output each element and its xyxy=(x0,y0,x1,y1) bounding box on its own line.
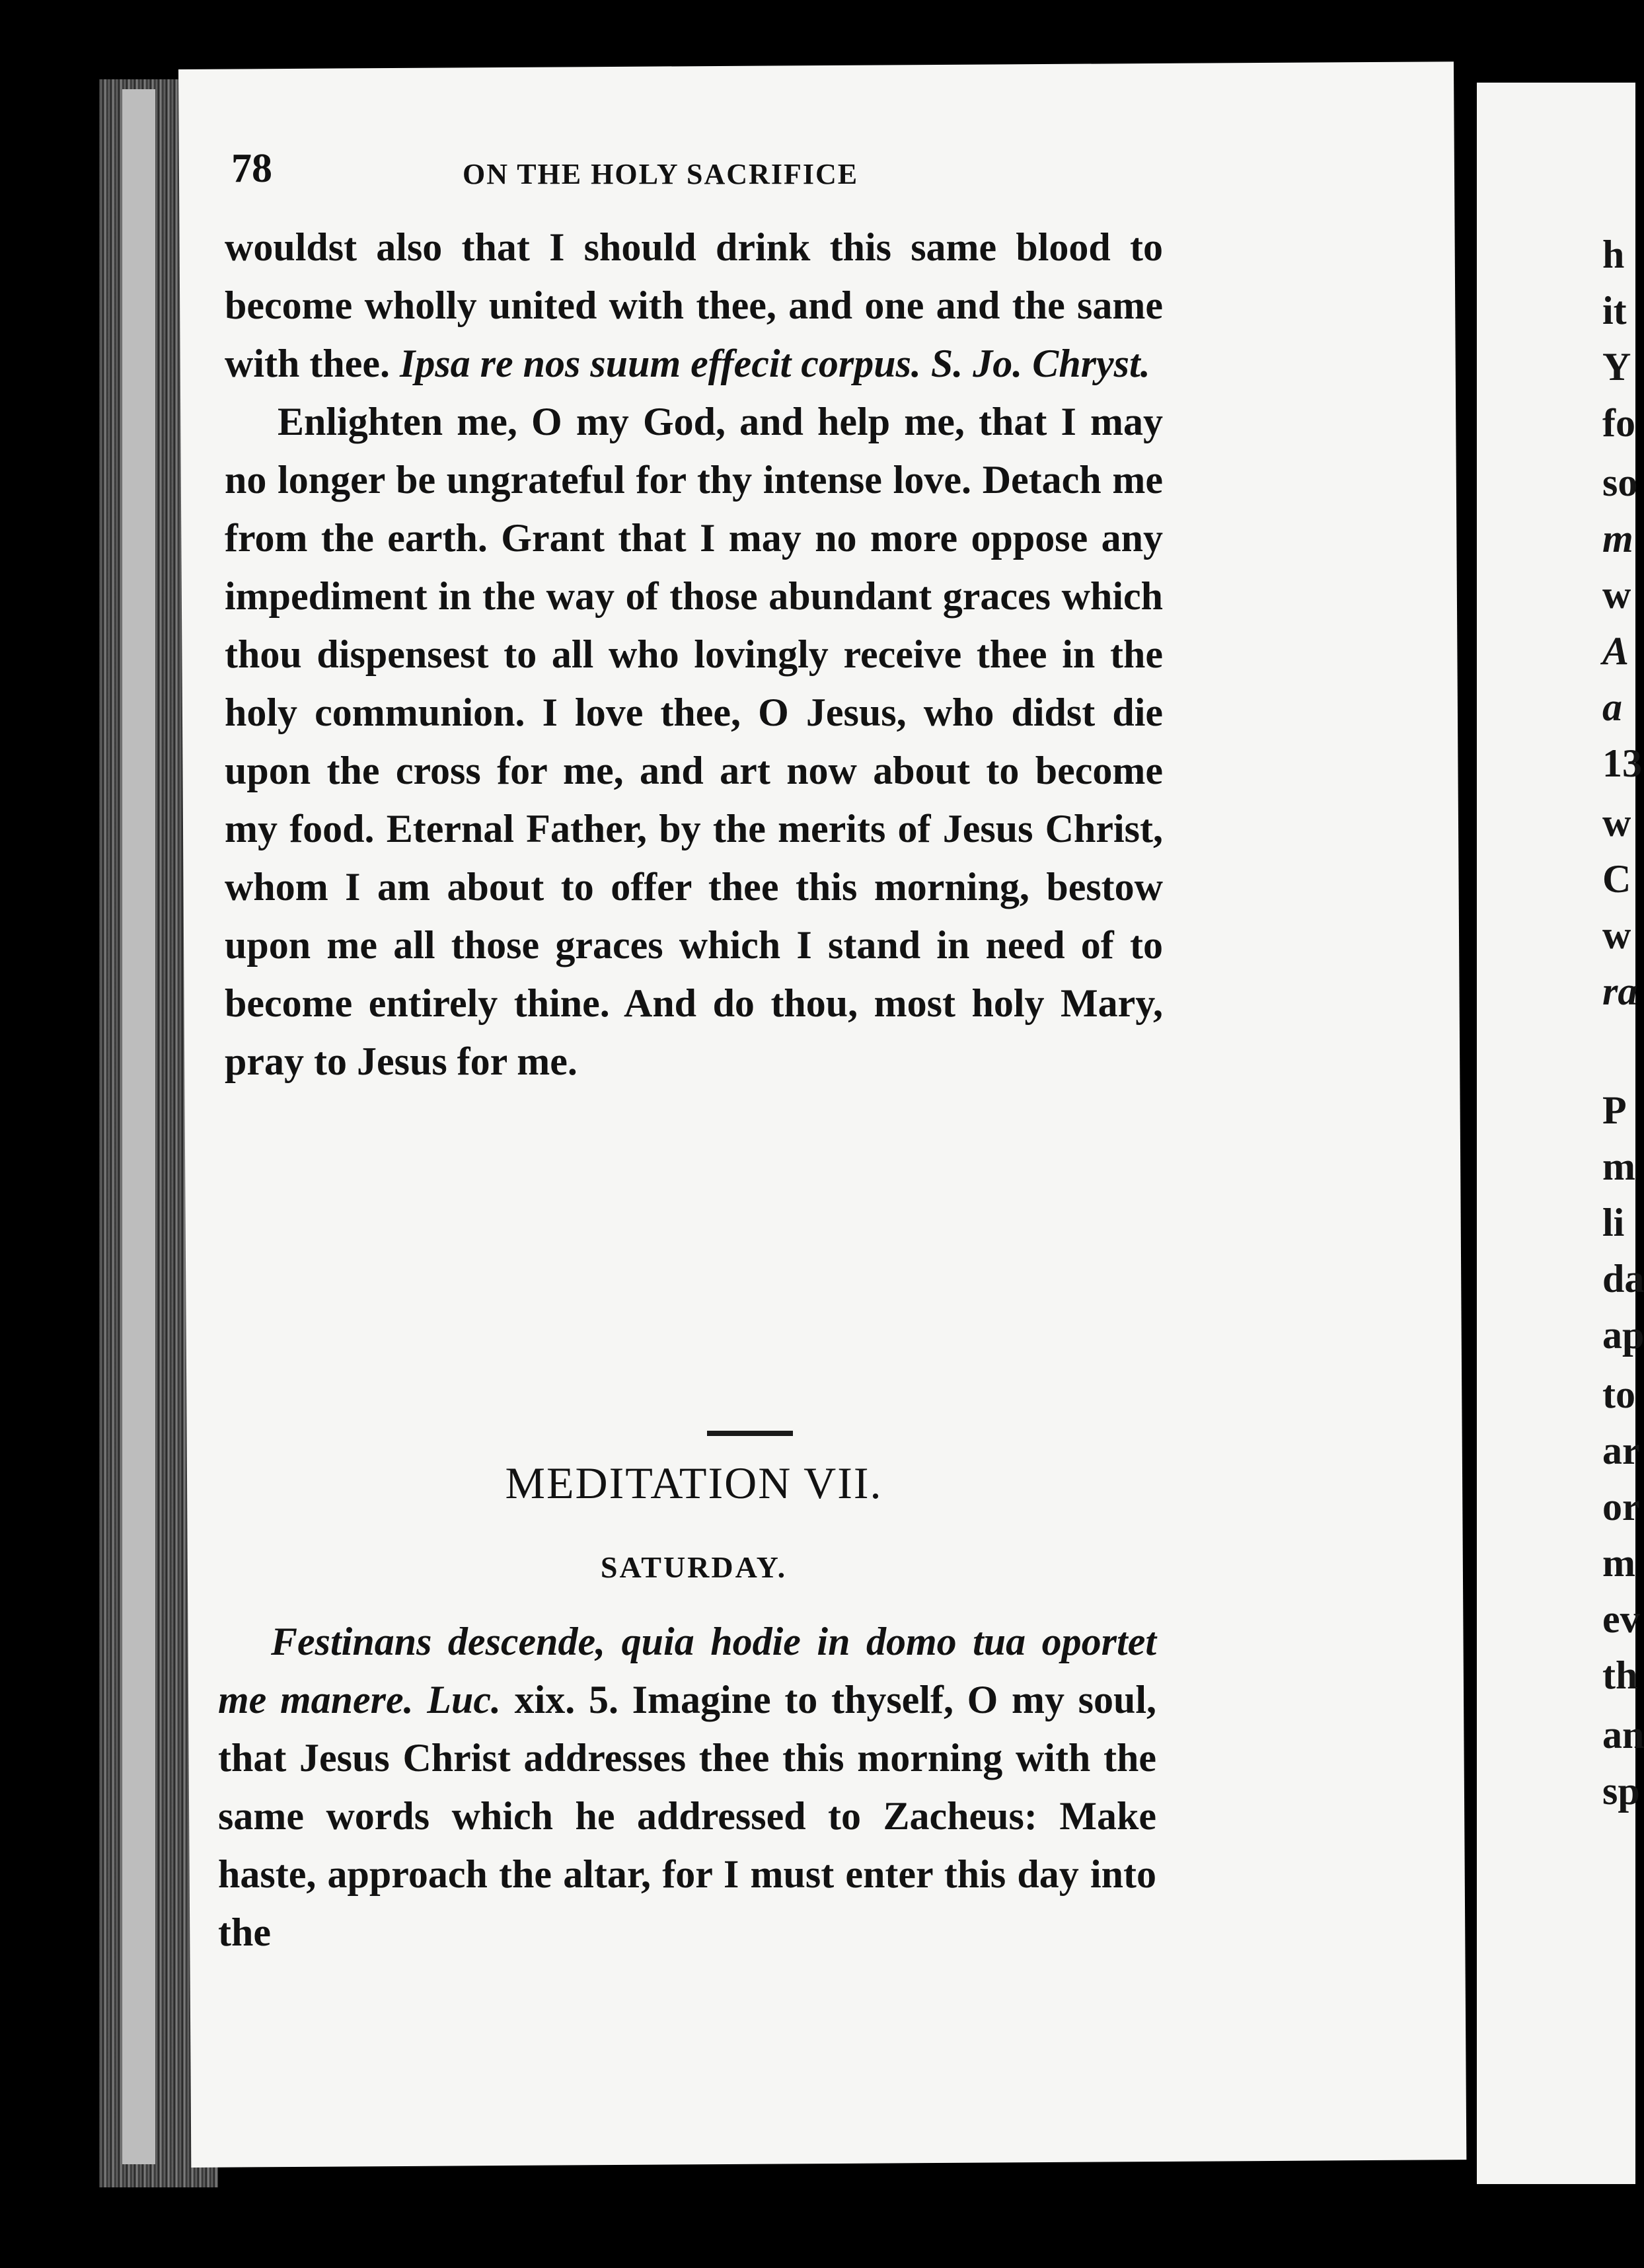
facing-page-fragment: an xyxy=(1602,1713,1644,1757)
facing-page xyxy=(1477,83,1644,2184)
facing-page-fragment: th xyxy=(1602,1653,1638,1697)
body-text xyxy=(225,218,1163,1090)
facing-page-fragment: ap xyxy=(1602,1313,1644,1357)
facing-page-fragment: Y xyxy=(1602,345,1631,389)
facing-page-fragment: w xyxy=(1602,801,1631,845)
facing-page-fragment: P xyxy=(1602,1088,1627,1132)
paragraph-1-latin-quote: Ipsa re nos suum effecit corpus. S. Jo. Chryst. xyxy=(399,342,1150,385)
running-head: ON THE HOLY SACRIFICE xyxy=(463,158,859,190)
facing-page-fragment: m xyxy=(1602,1541,1635,1585)
facing-page-fragment: a xyxy=(1602,685,1622,729)
facing-page-fragment: or xyxy=(1602,1485,1640,1529)
facing-page-fragment: w xyxy=(1602,573,1631,617)
meditation-body: Imagine to thyself, O my soul, that Jesus Christ addresses thee this morning with the same words which he addressed to Zacheus: Make haste, approach the altar, for I must enter this day into the xyxy=(218,1678,1156,1954)
meditation-paragraph xyxy=(218,1612,1156,1961)
facing-page-fragment: ev xyxy=(1602,1597,1640,1641)
facing-page-fragment: w xyxy=(1602,913,1631,957)
facing-page-fragment: da xyxy=(1602,1257,1644,1301)
facing-page-fragment: ar xyxy=(1602,1429,1640,1472)
section-divider xyxy=(707,1431,793,1436)
facing-page-fragment: m xyxy=(1602,517,1633,560)
paragraph-1-text: wouldst also that I should drink this same blood to become wholly united with thee, and one and the same with thee. xyxy=(225,225,1163,385)
citation-ref: xix. 5. xyxy=(500,1678,618,1721)
meditation-latin-quote: Festinans descende, quia hodie in domo tua oportet me manere. xyxy=(218,1620,1156,1721)
page-number: 78 xyxy=(231,146,272,191)
book-page-edge-strip xyxy=(122,89,155,2164)
page-header xyxy=(231,145,1156,205)
meditation-title: MEDITATION VII. xyxy=(505,1458,883,1508)
facing-page-fragment: sp xyxy=(1602,1769,1640,1813)
paragraph-2: Enlighten me, O my God, and help me, that I may no longer be ungrateful for thy intense love. Detach me from the earth. Grant that I may no more oppose any impediment in the way of those abundant graces which thou dispensest to all who lovingly receive thee in the holy communion. I love thee, O Jesus, who didst die upon the cross for me, and art now about to become my food. Eternal Father, by the merits of Jesus Christ, whom I am about to offer thee this morning, bestow upon me all those graces which I stand in need of to become entirely thine. And do thou, most holy Mary, pray to Jesus for me. xyxy=(225,400,1163,1083)
meditation-day: SATURDAY. xyxy=(600,1550,788,1584)
facing-page-fragment: fo xyxy=(1602,401,1635,445)
facing-page-fragment: to xyxy=(1602,1373,1635,1416)
facing-page-fragment: ra xyxy=(1602,969,1638,1013)
facing-page-fragment: li xyxy=(1602,1201,1625,1244)
citation-book: Luc. xyxy=(413,1678,501,1721)
facing-page-fragment: C xyxy=(1602,857,1631,901)
facing-page-fragment: so xyxy=(1602,461,1638,504)
facing-page-fragment: it xyxy=(1602,289,1627,332)
facing-page-fragment: h xyxy=(1602,233,1625,276)
meditation-text xyxy=(218,1612,1156,1961)
paragraph-1 xyxy=(225,218,1163,393)
facing-page-fragment: 13 xyxy=(1602,741,1642,785)
facing-page-fragment: m xyxy=(1602,1145,1635,1188)
facing-page-fragment: A xyxy=(1602,629,1629,673)
